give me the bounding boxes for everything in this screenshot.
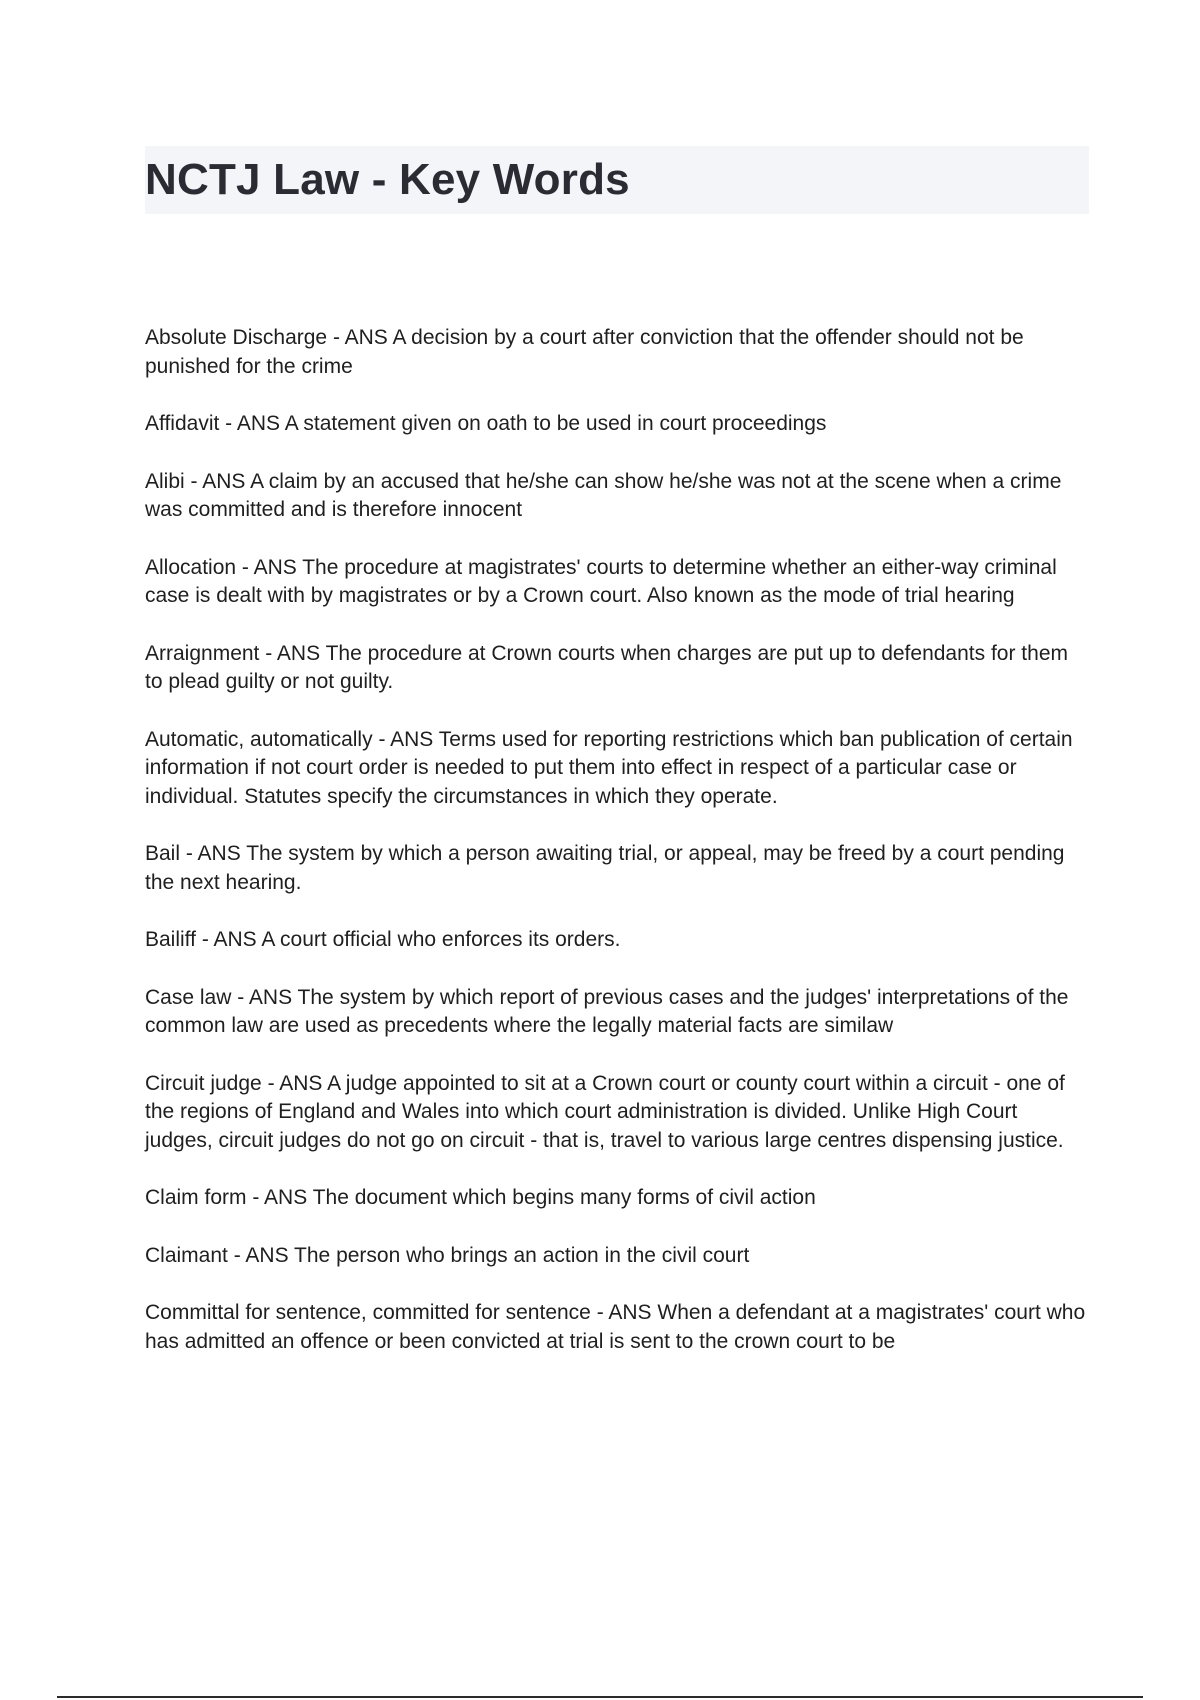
- glossary-term: Case law: [145, 985, 232, 1009]
- glossary-term: Affidavit: [145, 412, 220, 435]
- answer-marker: ANS: [213, 928, 257, 951]
- answer-marker: ANS: [279, 1071, 323, 1095]
- glossary-definition: A decision by a court after conviction that the offender should not be punished for the crime: [145, 326, 1030, 378]
- glossary-entry: Affidavit - ANS A statement given on oath to be used in court proceedings: [145, 412, 827, 435]
- answer-marker: ANS: [608, 1301, 652, 1324]
- glossary-term: Circuit judge: [145, 1071, 262, 1095]
- glossary-entry: Allocation - ANS The procedure at magistrates' courts to determine whether an either-way criminal case is dealt with by magistrates or by a Crown court. Also known as the mode of trial hearing: [145, 555, 1063, 607]
- answer-marker: ANS: [264, 1186, 308, 1209]
- glossary-definition: The system by which a person awaiting trial, or appeal, may be freed by a court pending the next hearing.: [145, 842, 1071, 894]
- glossary-term: Arraignment: [145, 641, 260, 665]
- glossary-definition: The person who brings an action in the civil court: [294, 1243, 750, 1267]
- glossary-definition: When a defendant at a magistrates' court who has admitted an offence or been convicted at trial is sent to the crown court to be: [145, 1301, 1092, 1353]
- answer-marker: ANS: [344, 326, 388, 349]
- glossary-entry: Claimant - ANS The person who brings an action in the civil court: [145, 1243, 750, 1267]
- answer-marker: ANS: [253, 555, 297, 579]
- glossary-entry: Absolute Discharge - ANS A decision by a court after conviction that the offender should not be punished for the crime: [145, 326, 1030, 378]
- glossary-definition: A court official who enforces its orders.: [261, 928, 621, 951]
- glossary-definition: The procedure at magistrates' courts to determine whether an either-way criminal case is dealt with by magistrates or by a Crown court. Also known as the mode of trial hearing: [145, 555, 1063, 607]
- glossary-entry: Bailiff - ANS A court official who enforces its orders.: [145, 928, 621, 951]
- answer-marker: ANS: [202, 469, 246, 493]
- glossary-definition: Terms used for reporting restrictions which ban publication of certain information if not court order is needed to put them into effect in respect of a particular case or individual. Statutes specify the circumstances in which they operate.: [145, 727, 1079, 808]
- document-title: NCTJ Law - Key Words: [145, 155, 630, 204]
- glossary-list: [145, 324, 1090, 1385]
- glossary-entry: Arraignment - ANS The procedure at Crown courts when charges are put up to defendants for them to plead guilty or not guilty.: [145, 641, 1074, 693]
- answer-marker: ANS: [276, 641, 321, 665]
- glossary-term: Committal for sentence, committed for sentence: [145, 1301, 591, 1324]
- glossary-definition: A claim by an accused that he/she can show he/she was not at the scene when a crime was committed and is therefore innocent: [145, 469, 1068, 521]
- glossary-term: Bailiff: [145, 928, 196, 951]
- glossary-entry: Bail - ANS The system by which a person awaiting trial, or appeal, may be freed by a court pending the next hearing.: [145, 842, 1071, 894]
- answer-marker: ANS: [248, 985, 293, 1009]
- glossary-definition: The procedure at Crown courts when charges are put up to defendants for them to plead guilty or not guilty.: [145, 641, 1074, 693]
- glossary-entry: Claim form - ANS The document which begins many forms of civil action: [145, 1186, 816, 1209]
- glossary-entry: Automatic, automatically - ANS Terms used for reporting restrictions which ban publication of certain information if not court order is needed to put them into effect in respect of a particular case or individual. Statutes specify the circumstances in which they operate.: [145, 727, 1079, 808]
- glossary-term: Allocation: [145, 555, 237, 579]
- answer-marker: ANS: [236, 412, 281, 435]
- glossary-entry: Case law - ANS The system by which report of previous cases and the judges' interpretations of the common law are used as precedents where the legally material facts are similaw: [145, 985, 1075, 1037]
- answer-marker: ANS: [245, 1243, 289, 1267]
- glossary-term: Automatic, automatically: [145, 727, 373, 751]
- glossary-term: Absolute Discharge: [145, 326, 328, 349]
- glossary-term: Bail: [145, 842, 181, 865]
- glossary-entry: Committal for sentence, committed for sentence - ANS When a defendant at a magistrates' court who has admitted an offence or been convicted at trial is sent to the crown court to be: [145, 1301, 1092, 1353]
- glossary-entry: Circuit judge - ANS A judge appointed to sit at a Crown court or county court within a circuit - one of the regions of England and Wales into which court administration is divided. Unlike High Court judges, circuit judges do not go on circuit - that is, travel to various large centres dispensing justice.: [145, 1071, 1071, 1152]
- answer-marker: ANS: [390, 727, 434, 751]
- footer-divider: [57, 1696, 1143, 1698]
- glossary-term: Alibi: [145, 469, 185, 493]
- glossary-term: Claimant: [145, 1243, 228, 1267]
- glossary-entry: Alibi - ANS A claim by an accused that he/she can show he/she was not at the scene when a crime was committed and is therefore innocent: [145, 469, 1068, 521]
- glossary-definition: A judge appointed to sit at a Crown court or county court within a circuit - one of the regions of England and Wales into which court administration is divided. Unlike High Court judges, circuit judges do not go on circuit - that is, travel to various large centres dispensing justice.: [145, 1071, 1071, 1152]
- glossary-definition: The system by which report of previous cases and the judges' interpretations of the common law are used as precedents where the legally material facts are similaw: [145, 985, 1075, 1037]
- glossary-definition: The document which begins many forms of civil action: [312, 1186, 816, 1209]
- answer-marker: ANS: [197, 842, 241, 865]
- glossary-definition: A statement given on oath to be used in court proceedings: [284, 412, 827, 435]
- glossary-term: Claim form: [145, 1186, 247, 1209]
